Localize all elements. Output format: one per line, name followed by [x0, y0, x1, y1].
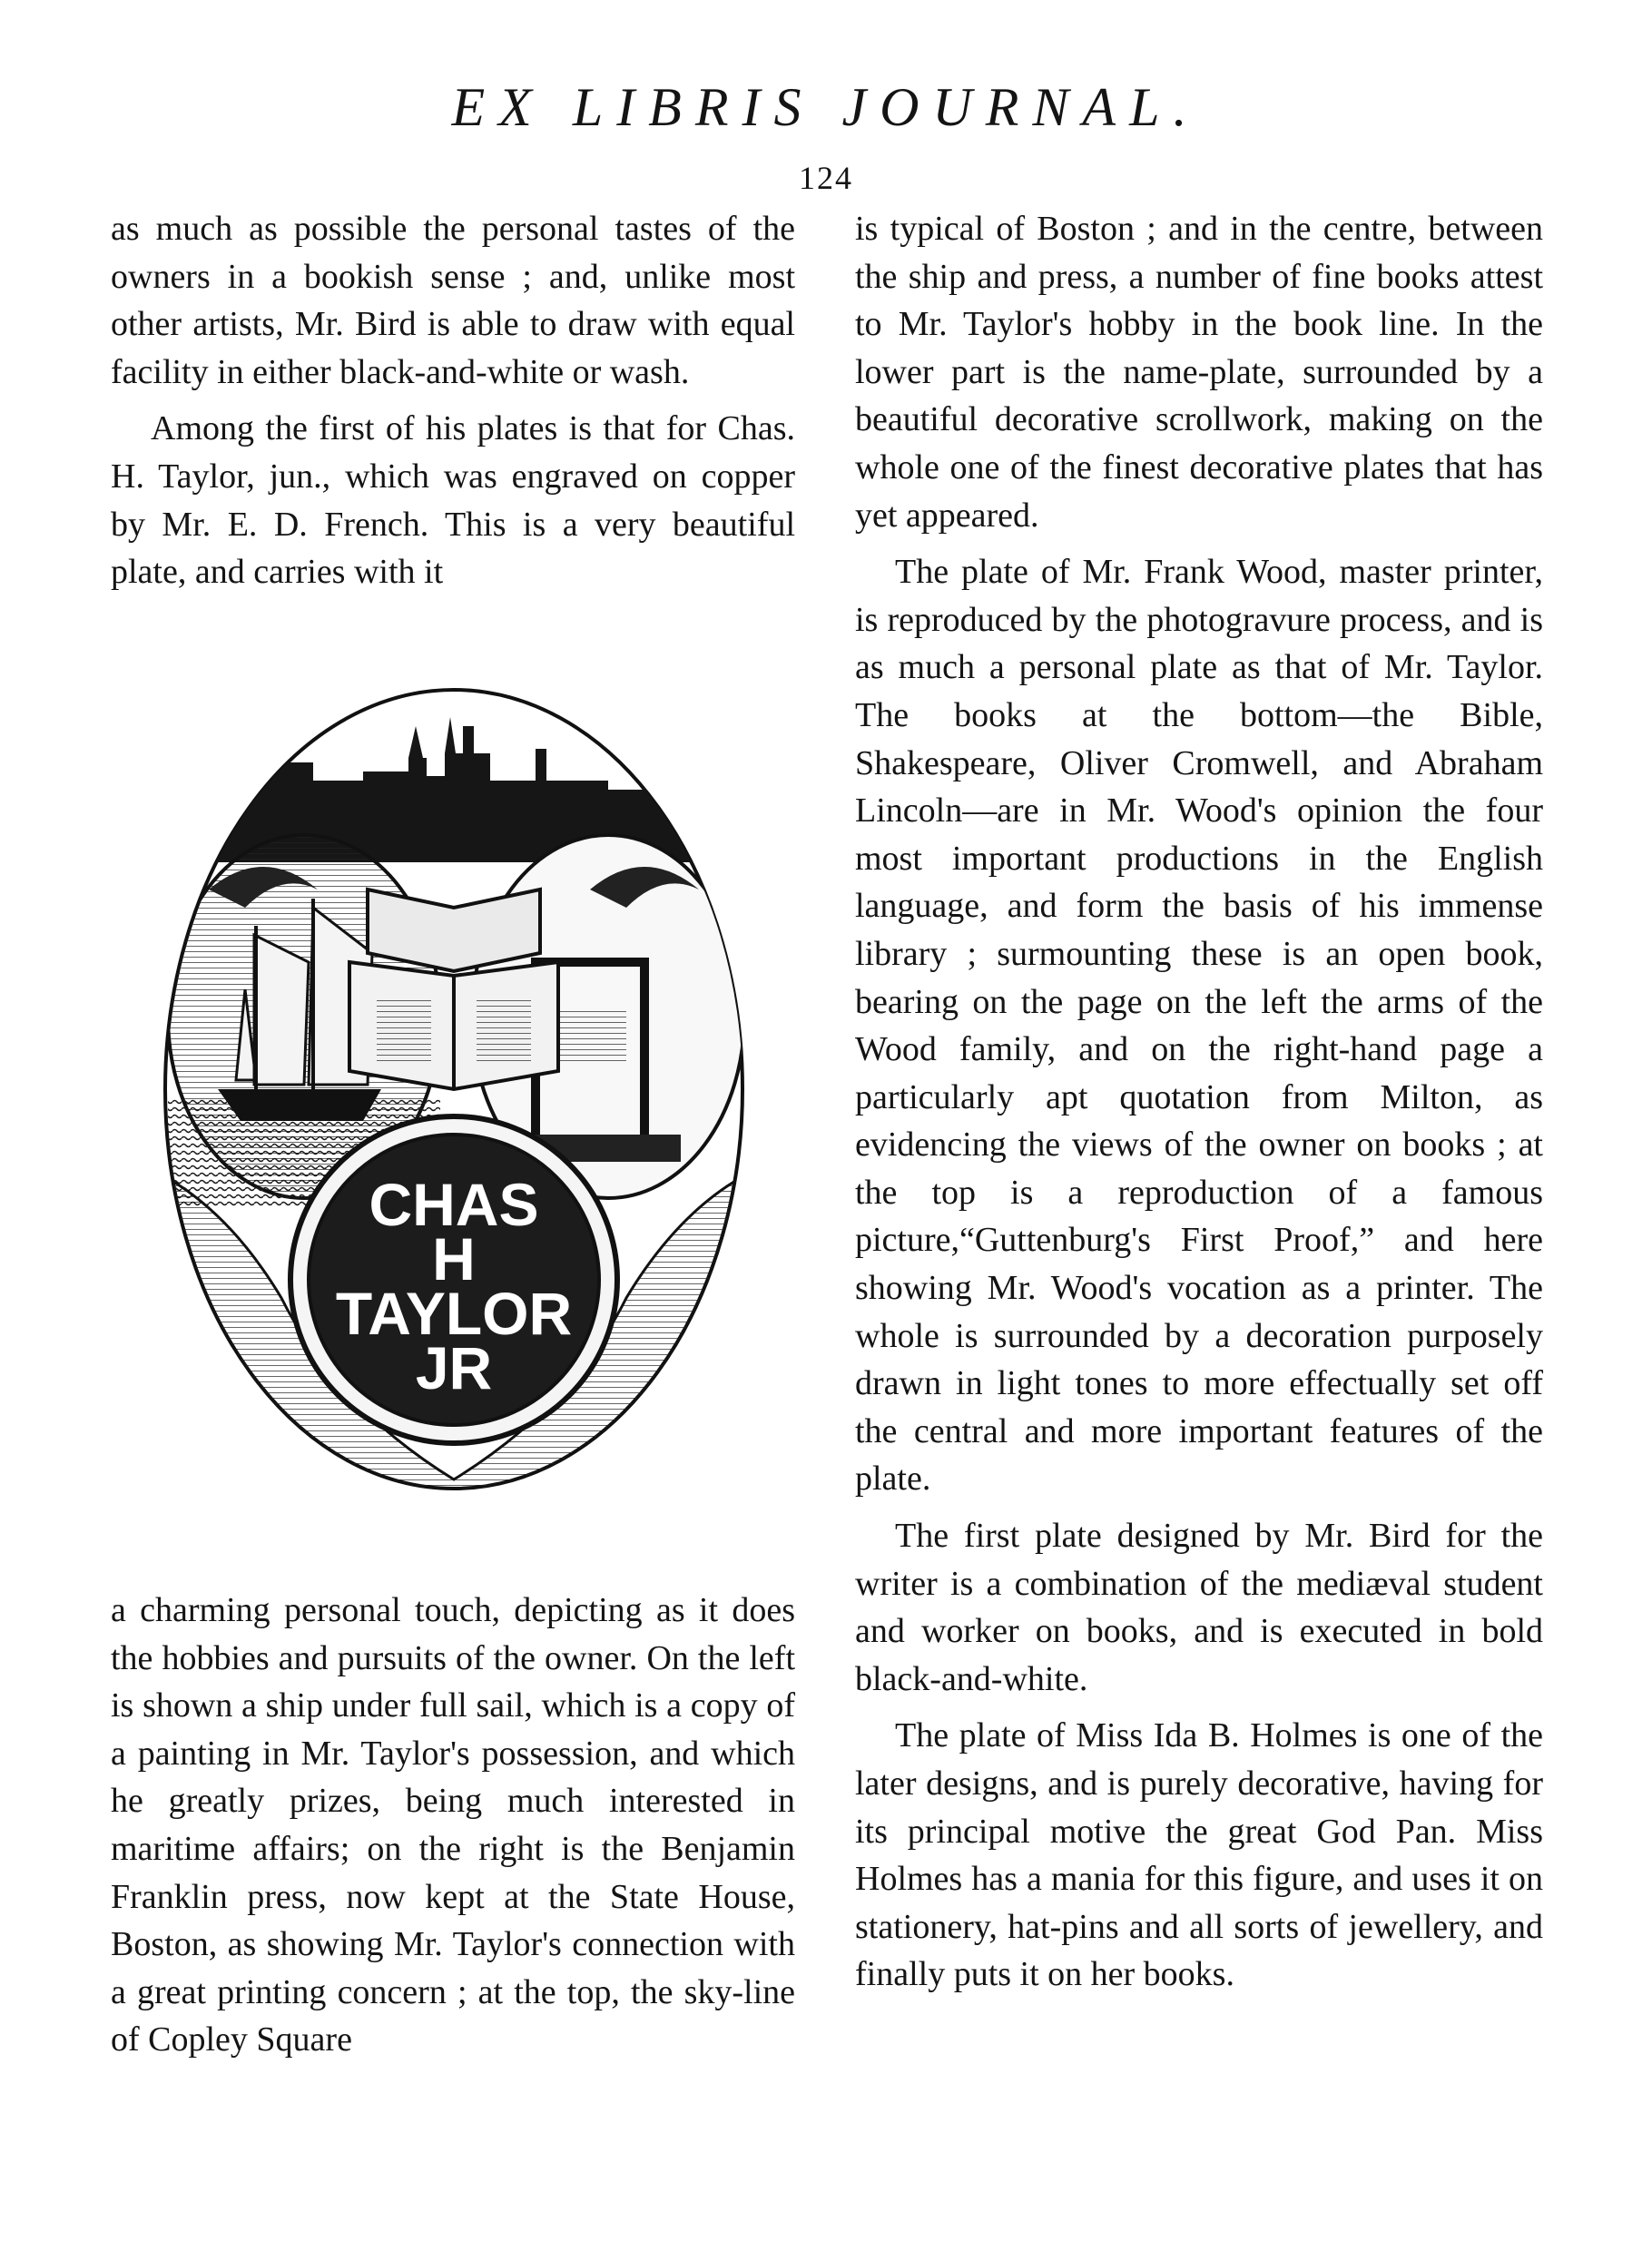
plate-name-line3: TAYLOR: [335, 1280, 573, 1347]
plate-name-line1: CHAS: [369, 1171, 539, 1238]
paragraph: a charming personal touch, depicting as it does the hobbies and pursuits of the owner. On the left is shown a ship under full sail, which is a copy of a painting in Mr. Taylor's possession, and which he greatly prizes, being much interested in maritime affairs; on the right is the Benjamin Franklin press, now kept at the State House, Boston, as showing Mr. Taylor's connection with a great printing concern ; at the top, the sky-line of Copley Square: [111, 1591, 795, 2059]
plate-name-line2: H: [432, 1225, 476, 1293]
left-column-top: [111, 205, 795, 605]
paragraph: The plate of Miss Ida B. Holmes is one of the later designs, and is purely decorative, having for its principal motive the great God Pan. Miss Holmes has a mania for this figure, and uses it on stationery, hat-pins and all sorts of jewellery, and finally puts it on her books.: [855, 1716, 1543, 1994]
paragraph: The first plate designed by Mr. Bird for the writer is a combination of the mediæval student and worker on books, and is executed in bold black-and-white.: [855, 1517, 1543, 1698]
right-column: [855, 205, 1543, 2008]
paragraph: The plate of Mr. Frank Wood, master printer, is reproduced by the photogravure process, and is as much a personal plate as that of Mr. Taylor. The books at the bottom—the Bible, Shakespeare, Oliver Cromwell, and Abraham Lincoln—are in Mr. Wood's opinion the four most important productions in the English language, and form the basis of his immense library ; surmounting these is an open book, bearing on the page on the left the arms of the Wood family, and on the right-hand page a particularly apt quotation from Milton, as evidencing the views of the owner on books ; at the top is a reproduction of a famous picture,“Guttenburg's First Proof,” and here showing Mr. Wood's vocation as a printer. The whole is surrounded by a decoration purposely drawn in light tones to more effectually set off the central and more important features of the plate.: [855, 553, 1543, 1499]
paragraph: as much as possible the personal tastes of the owners in a bookish sense ; and, unlike most other artists, Mr. Bird is able to draw with equal facility in either black-and-white or wash.: [111, 210, 795, 391]
page-number: 124: [799, 160, 853, 196]
plate-name-line4: JR: [415, 1334, 493, 1401]
running-title: EX LIBRIS JOURNAL.: [451, 77, 1201, 137]
bookplate-illustration: [154, 663, 753, 1561]
paragraph: Among the first of his plates is that for Chas. H. Taylor, jun., which was engraved on copper by Mr. E. D. French. This is a very beautiful plate, and carries with it: [111, 409, 795, 592]
paragraph: is typical of Boston ; and in the centre, between the ship and press, a number of fine books attest to Mr. Taylor's hobby in the book line. In the lower part is the name-plate, surrounded by a beautiful decorative scrollwork, making on the whole one of the finest decorative plates that has yet appeared.: [855, 210, 1543, 535]
open-book: [349, 890, 558, 1089]
left-column-bottom: [111, 1587, 795, 2073]
ship-hull: [218, 1089, 381, 1121]
